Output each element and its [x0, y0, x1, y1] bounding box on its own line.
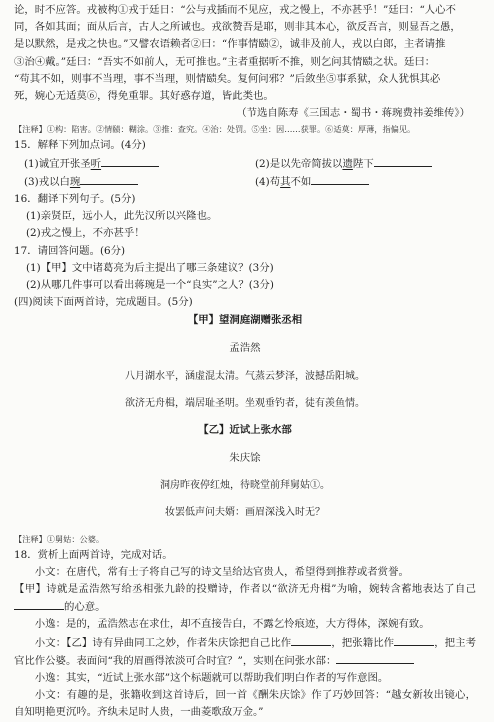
q18-para-4	[14, 634, 476, 670]
q18-blank-1[interactable]	[14, 598, 64, 610]
poem-a-author: 孟浩然	[229, 342, 261, 355]
passage-line-4: ③治④戴。”廷曰：“吾实不如前人，无可推也。”主者重据听不推，则乞问其情赜之状。廷曰：	[14, 55, 436, 68]
q15-item-3-a: (3)戎以白	[24, 175, 70, 188]
poem-a-title: 【甲】望洞庭湖赠张丞相	[187, 314, 303, 327]
q18-para-1: 小文：在唐代，常有士子将自己写的诗文呈给达官贵人，希望得到推荐或者赏誉。	[34, 565, 409, 578]
q18-para-4-b: ，把张籍比作	[331, 636, 395, 649]
q15-item-4-key: 其	[280, 175, 291, 188]
q18-blank-4[interactable]	[336, 652, 414, 664]
q18-blank-2[interactable]	[291, 634, 331, 646]
q15-stem: 15．解释下列加点词。(4分)	[14, 139, 146, 152]
q15-item-4-a: (4)苟	[255, 175, 281, 188]
q16-item-1: (1)亲贤臣，远小人，此先汉所以兴隆也。	[26, 210, 218, 223]
poem-b-author: 朱庆馀	[229, 451, 261, 464]
passage-line-5: “苟其不如，则事不当理，事不当理，则情赜矣。复何问邪？”后敛坐⑤事系狱，众人犹惧其必	[14, 72, 441, 85]
passage-notes: 【注释】①构：陷害。②情赜：糊涂。③推：查究。④治：处罚。⑤坐：因……获罪。⑥适莫：厚薄，指偏见。	[14, 124, 416, 135]
q15-item-2-key: 遗	[342, 157, 353, 170]
poem-a-line-1: 八月湖水平，涵虚混太清。气蒸云梦泽，波撼岳阳城。	[125, 370, 365, 382]
passage-line-3: 是以默然，是戎之快也。”又譬农语赖者②曰：“作事情赜②，诚非及前人，戎以白郎，主者请推	[14, 38, 446, 51]
q15-answer-3[interactable]	[80, 173, 138, 185]
passage-source: （节选自陈寿《三国志・蜀书・蒋琬费祎姜维传》）	[236, 107, 470, 120]
q18-para-4-c: ，把	[434, 636, 456, 649]
poem-b-line-2: 妆罢低声问夫婿：画眉深浅入时无？	[165, 507, 325, 519]
q18-para-2-tail: 的心意。	[64, 601, 106, 614]
q18-para-6: 小文：有趣的是，张籍收到这首诗后，回一首《酬朱庆馀》作了巧妙回答：“越女新妆出镜心，自知明艳更沉吟。齐纨未足时人贵，一曲菱歌敌万金。”	[14, 689, 476, 719]
q18-stem: 18．赏析上面两首诗，完成对话。	[14, 548, 173, 561]
q15-item-1-a: (1)诚宜开张圣	[24, 157, 91, 170]
q15-item-2-a: (2)是以先帝简拔以	[255, 157, 343, 170]
q15-answer-2[interactable]	[374, 155, 432, 167]
passage-line-2: 同，各如其面；面从后言，古人之所诫也。戎欲赞吾是耶，则非其本心，欲反吾言，则显吾之愚，	[14, 21, 461, 34]
q15-item-2-b: 陛下	[352, 157, 374, 170]
passage-line-6: 死，婉心无适莫⑥，得免重罪。其好惑存道，皆此类也。	[14, 90, 274, 103]
q15-item-4-b: 不如	[290, 175, 312, 188]
q18-para-4-a: 小文：【乙】诗有异曲同工之妙，作者朱庆馀把自己比作	[34, 636, 292, 649]
q18-para-2	[14, 581, 476, 616]
q15-item-3-key: 琬	[69, 175, 81, 188]
q17-item-1: (1)【甲】文中诸葛亮为后主提出了哪三条建议？(3分)	[26, 261, 274, 274]
q18-para-4-d: 主考官比作公婆。表面问“我的眉画得浓淡可合时宜？”，实则在问张水部：	[14, 636, 476, 667]
q15-row-1	[14, 155, 476, 173]
poem-b-title: 【乙】近试上张水部	[198, 424, 292, 437]
poem-b-line-1: 洞房昨夜停红烛，待晓堂前拜舅姑①。	[160, 480, 330, 492]
section-four-heading: (四)阅读下面两首诗，完成题目。(5分)	[14, 296, 193, 309]
q17-item-2: (2)从哪几件事可以看出蒋琬是一个“良实”之人？(3分)	[26, 279, 274, 292]
q16-item-2: (2)戎之慢上，不亦甚乎！	[26, 227, 145, 240]
q18-blank-3[interactable]	[394, 634, 434, 646]
q18-para-3: 小逸：是的，孟浩然志在求仕，却不直接告白，不露乞怜痕迹，大方得体，深婉有致。	[34, 618, 430, 631]
q18-para-5: 小逸：其实，“近试上张水部”这个标题就可以帮助我们明白作者的写作意图。	[34, 672, 389, 685]
q15-item-1-key: 听	[90, 157, 102, 170]
q17-stem: 17．请回答问题。(6分)	[14, 244, 126, 257]
poem-a-line-2: 欲济无舟楫，端居耻圣明。坐观垂钓者，徒有羡鱼情。	[125, 397, 365, 409]
passage-line-1: 论，时不应答。戎被构①戎于廷日：“公与戎插而不见应，戎之慢上，不亦甚乎！”廷曰：“人心不	[14, 4, 456, 16]
q16-stem: 16．翻译下列句子。(5分)	[14, 193, 136, 206]
q15-answer-1[interactable]	[101, 155, 159, 167]
q15-answer-4[interactable]	[311, 173, 369, 185]
q18-para-2-text: 【甲】诗就是孟浩然写给丞相张九龄的投赠诗，作者以“欲济无舟楫”为喻，婉转含蓄地表达了自己	[14, 583, 476, 596]
poem-b-note: 【注释】①舅姑：公婆。	[14, 533, 105, 544]
q15-row-2	[14, 173, 476, 191]
